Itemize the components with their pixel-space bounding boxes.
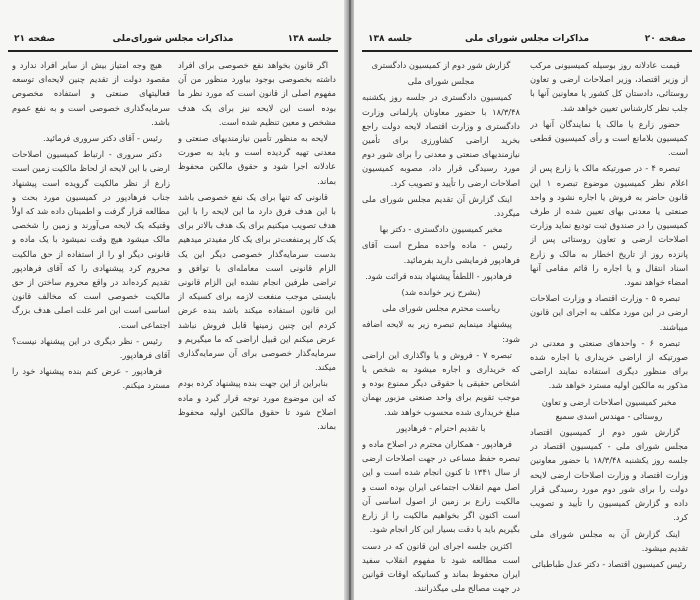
paragraph: پیشنهاد مینمایم تبصره زیر به لایحه اضافه شود:: [362, 319, 520, 344]
paragraph: کمیسیون دادگستری در جلسه روز یکشنبه ۱۸/۳/۴۸ با حضور معاونان پارلمانی وزارت دادگستری و وزارت اقتصاد لایحه دولت راجع بخرید اراضی کشاورزی برای تأمین نیازمندیهای صنعتی و معدنی را برای شور دوم مورد رسیدگی قرار داد، مصوبه کمیسیون اصلاحات ارضی را تأیید و تصویب کرد.: [362, 92, 520, 188]
session-number: جلسه ۱۳۸: [287, 34, 332, 44]
page-number: صفحه ۲۰: [644, 34, 686, 44]
section-subheading: مجلس شورای ملی: [407, 76, 475, 87]
paragraph: تبصره ۷ - فروش و یا واگذاری این اراضی که خریداری و اجاره میشود به شخص یا اشخاص حقیقی یا حقوقی دیگر ممنوع بوده و موجب تقویم برای واحد صنعتی مزبور بهمان مبلغ خریداری شده محسوب خواهد شد.: [362, 349, 520, 417]
paragraph: اینک گزارش آن تقدیم مجلس شورای ملی میگردد.: [362, 193, 520, 219]
running-title: مذاکرات مجلس شورای‌ملی: [112, 34, 234, 44]
paragraph: اکثرین جلسه اجرای این قانون که در دست است مطالعه شود تا مفهوم انقلاب سفید ایران محفوظ بماند و کسانیکه اوقات قوانین در جهت مصالح ملی میگذرانند.: [362, 540, 520, 593]
paragraph: فرهادپور - همکاران محترم در اصلاح ماده و تبصره حفظ مساعی در جهت اصلاحات ارضی از سال ۱۳۴۱ تا کنون انجام شده است و این اصل مهم انقلاب اجتماعی ایران بوده است و مالکیت زارع بر زمین از اصول اساسی آن است اکنون اگر بخواهیم مالکیت را از زارع بگیریم باید با دقت بسیار این کار انجام شود.: [362, 439, 520, 535]
page-number: صفحه ۲۱: [14, 34, 56, 44]
signature-line: مخبر کمیسیون اصلاحات ارضی و تعاون روستائی - مهندس اسدی سمیع: [541, 396, 677, 421]
left-page: [0, 0, 346, 600]
paragraph: لایحه به منظور تأمین نیازمندیهای صنعتی و معدنی تهیه گردیده است و باید به صورت عادلانه اجرا شود و حقوق مالکین محفوظ بماند.: [178, 133, 336, 186]
header-rule: [8, 50, 338, 52]
text-column-left: [362, 58, 520, 593]
stage-note: (بشرح زیر خوانده شد): [401, 287, 481, 298]
paragraph: اینک گزارش آن به مجلس شورای ملی تقدیم میشود.: [530, 528, 688, 553]
signature-line: رئیس کمیسیون اقتصاد - دکتر عدل طباطبائی: [531, 558, 687, 569]
paragraph: قیمت عادلانه روز بوسیله کمیسیونی مرکب از وزیر اقتصاد، وزیر اصلاحات ارضی و تعاون روستائی، دادستان کل کشور یا معاونین آنها با جلب نظر کارشناس تعیین خواهد شد.: [530, 60, 688, 113]
section-heading: گزارش شور دوم از کمیسیون دادگستری: [371, 60, 511, 70]
paragraph: قانونی که تنها برای یک نفع خصوصی باشد با این هدف فرق دارد ما این لایحه را با این هدف تصویب میکنیم برای یک هدف بالاتر برای یک کار پرمنفعت‌تر برای یک کار مفیدتر میدهیم بدست سرمایه‌گذار خصوصی دیگر این یک الزام قانونی است معامله‌ای با توافق و تراضی طرفین انجام نشده این الزام قانونی بایستی موجب منفعت لازمه برای کسیکه از این قانون استفاده میکند باشد بنده عرض کردم این چنین زمینها قابل فروش نباشد عرض میکنم این قبیل اراضی که ما میگیریم و سرمایه‌گذار خصوصی برای آن سرمایه‌گذاری میکند.: [178, 191, 336, 373]
paragraph: تبصره ۴ - در صورتیکه مالک یا زارع پس از اعلام نظر کمیسیون موضوع تبصره ۱ این قانون حاضر به فروش یا اجاره نشود و واحد صنعتی یا معدنی بهای تعیین شده از طرف کمیسیون را در صندوق ثبت تودیع نماید وزارت اصلاحات ارضی و تعاون روستائی پس از پانزده روز از تاریخ اخطار به مالک و زارع اسناد انتقال و یا اجاره را قائم مقامی آنها امضاء خواهد نمود.: [530, 163, 688, 288]
paragraph: تبصره ۶ - واحدهای صنعتی و معدنی در صورتیکه از اراضی خریداری یا اجاره شده برای منظور دیگری استفاده نمایند اراضی مذکور به مالکین اولیه مسترد خواهد شد.: [530, 337, 688, 391]
signature-line: با تقدیم احترام - فرهادپور: [396, 422, 486, 433]
page-header: [362, 34, 692, 48]
signature-line: مخبر کمیسیون دادگستری - دکتر بها: [379, 224, 503, 235]
running-title: مذاکرات مجلس شورای ملی: [464, 34, 590, 44]
right-page: [354, 0, 700, 600]
text-column-right: [178, 58, 336, 593]
page-header: [8, 34, 338, 48]
paragraph: تبصره ۵ - وزارت اقتصاد و وزارت اصلاحات ارضی در این مورد مکلف به اجرای این قانون میباشند.: [530, 293, 688, 332]
speaker-line: فرهادپور - اللطفاً پیشنهاد بنده قرائت شود.: [365, 270, 512, 281]
session-number: جلسه ۱۳۸: [368, 34, 413, 44]
address-line: ریاست محترم مجلس شورای ملی: [382, 303, 500, 314]
paragraph: دکتر سروری - ارتباط کمیسیون اصلاحات ارضی با این لایحه از لحاظ مالکیت زمین است زارع از نظر مالکیت گرویده است پیشنهاد جناب فرهادپور در کمیسیون مورد بحث و مطالعه قرار گرفت و اطمینان داده شد که اولاً وقتیکه یک لایحه می‌آورند و زمین را شخصی مالک میشود هیچ وقت نمیشود با یک ماده و قانونی دیگر او را از استفاده از حق مالکیت محروم کرد پیشنهادی را که آقای فرهادپور تقدیم کرده‌اند در واقع محروم ساختن از حق مالکیت خصوصی است که مخالف قانون اساسی است این امر علت اصلی هدف بزرگ اجتماعی است.: [12, 149, 170, 330]
paragraph: گزارش شور دوم از کمیسیون اقتصاد مجلس شورای ملی - کمیسیون اقتصاد در جلسه روز یکشنبه ۱۸/۳/۴۸ با حضور معاونین وزارت اقتصاد و وزارت اصلاحات ارضی لایحه دولت را برای شور دوم مورد رسیدگی قرار داده و گزارش کمیسیون را تأیید و تصویب کرد.: [530, 427, 688, 523]
paragraph: بنابراین از این جهت بنده پیشنهاد کرده بودم که این موضوع مورد توجه قرار گیرد و ماده اصلاح شود تا حقوق مالکین اولیه محفوظ بماند.: [178, 378, 336, 432]
speaker-line: رئیس - آقای دکتر سروری فرمائید.: [43, 133, 162, 144]
paragraph: حضور زارع یا مالک یا نمایندگان آنها در کمیسیون بلامانع است و رأی کمیسیون قطعی است.: [530, 118, 688, 158]
text-column-left: [12, 58, 170, 593]
text-column-right: [530, 58, 688, 593]
header-rule: [362, 50, 692, 52]
paragraph: اگر قانون بخواهد نفع خصوصی برای افراد داشته بخصوصی بوجود بیاورد منظور من آن مفهوم اصلی از قانون است که مورد نظر ما بوده است این لایحه نیز برای یک هدف مشخص و معین تنظیم شده است.: [178, 60, 336, 127]
speaker-line: رئیس - ماده واحده مطرح است آقای فرهادپور فرمایشی دارید بفرمائید.: [362, 240, 520, 265]
paragraph: هیچ وجه امتیاز بیش از سایر افراد ندارد و مقصود دولت از تقدیم چنین لایحه‌ای توسعه فعالیتهای صنعتی و استفاده مخصوص سرمایه‌گذاری خصوصی است و به نفع عموم باشد.: [12, 60, 170, 127]
paragraph: فرهادپور - عرض کنم بنده پیشنهاد خود را مسترد میکنم.: [12, 366, 170, 391]
speaker-line: رئیس - نظر دیگری در این پیشنهاد نیست؟ آقای فرهادپور.: [12, 335, 170, 361]
